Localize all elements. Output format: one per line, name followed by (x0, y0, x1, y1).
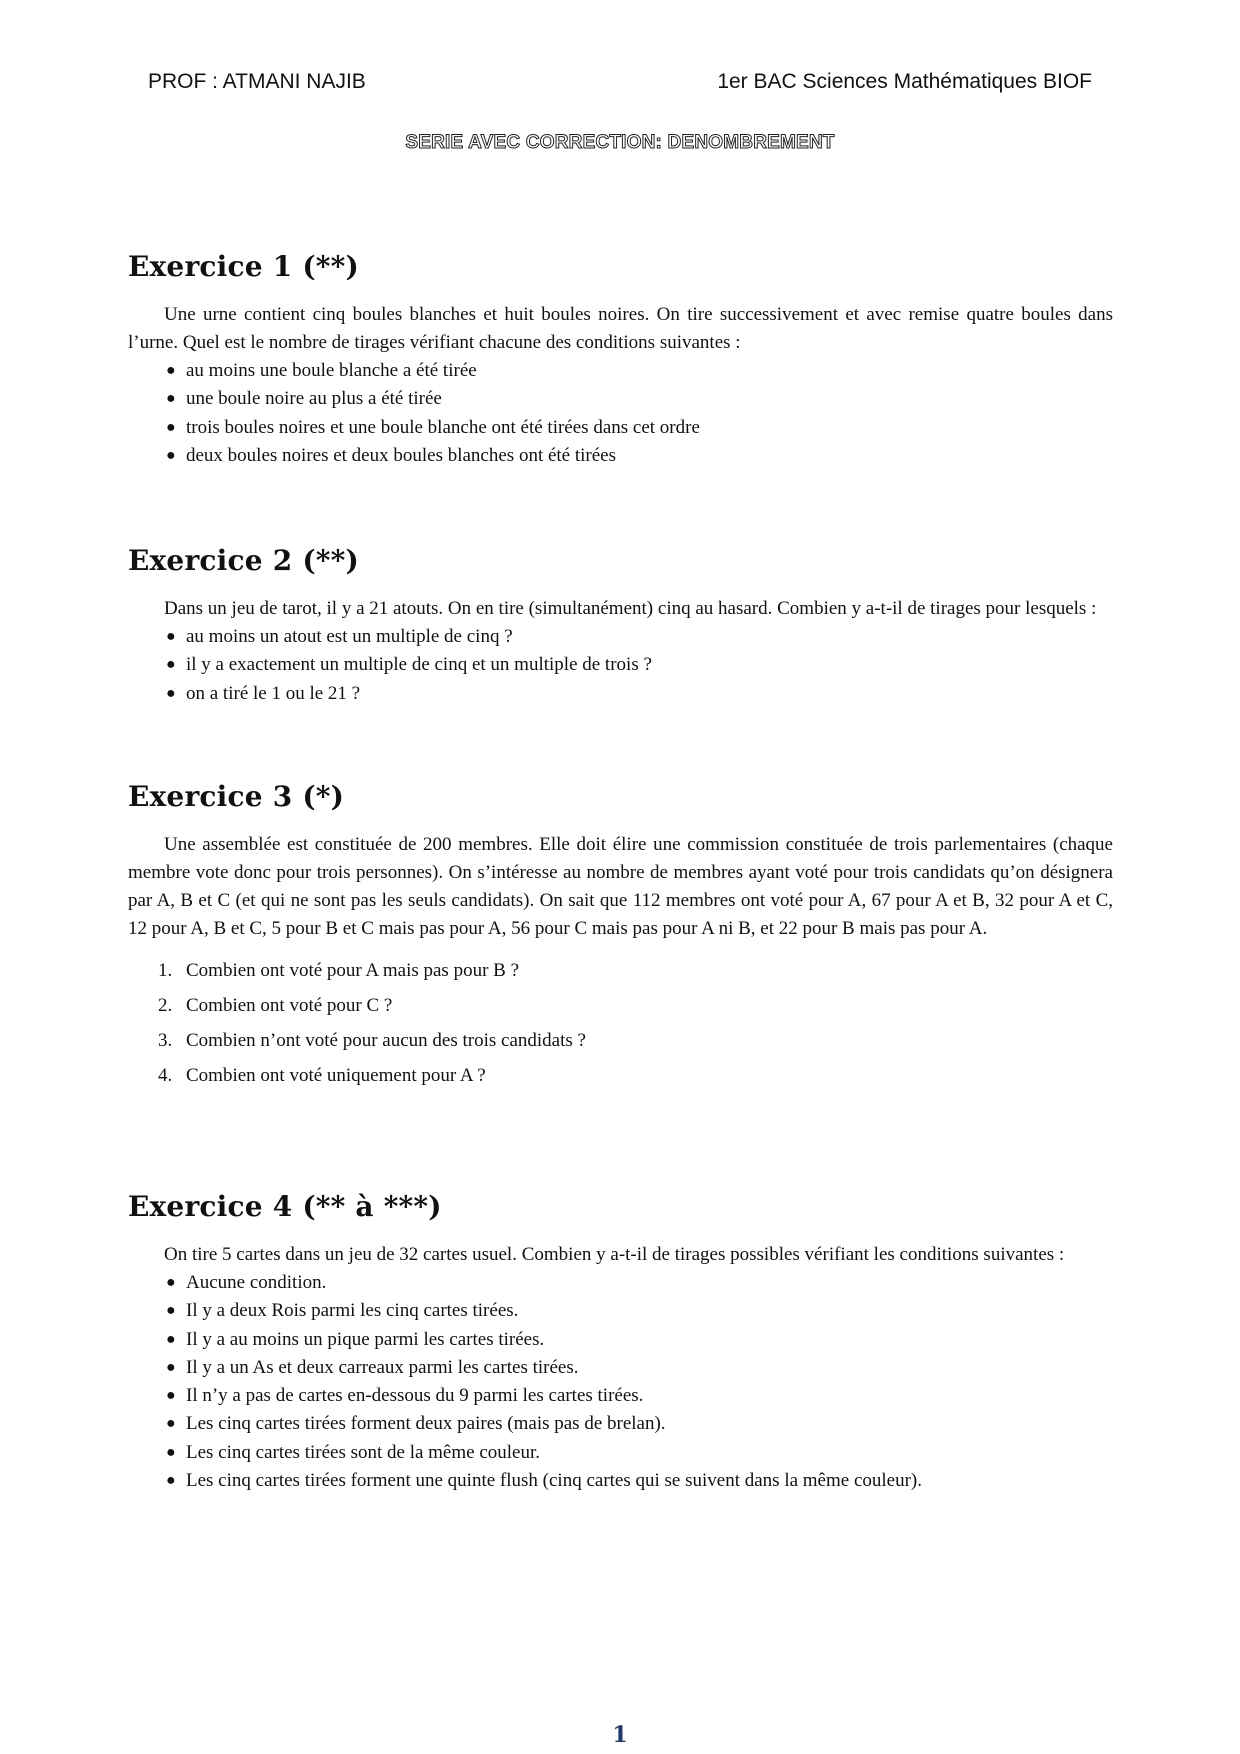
list-item (166, 414, 1113, 442)
list-item (166, 385, 1113, 413)
exercise-1-list (128, 357, 1113, 470)
list-item-text: deux boules noires et deux boules blanches ont été tirées (186, 444, 617, 466)
bullet-icon: ● (166, 1302, 176, 1320)
question-item (158, 1023, 1113, 1058)
exercise-3 (128, 780, 1113, 1093)
exercise-4-list (128, 1269, 1113, 1495)
list-item-text: Il y a deux Rois parmi les cinq cartes tirées. (186, 1300, 519, 1322)
list-item (166, 1439, 1113, 1467)
bullet-icon: ● (166, 628, 176, 645)
bullet-icon: ● (166, 418, 176, 436)
exercise-2-list (128, 623, 1113, 708)
list-item (166, 357, 1113, 385)
question-number: 3. (158, 1030, 173, 1051)
list-item (166, 1410, 1113, 1438)
bullet-icon: ● (166, 1415, 176, 1433)
list-item-text: Il n’y a pas de cartes en-dessous du 9 parmi les cartes tirées. (186, 1385, 644, 1407)
exercise-1-intro: Une urne contient cinq boules blanches et huit boules noires. On tire successivement et avec remise quatre boules dans l’urne. Quel est le nombre de tirages vérifiant chacune des conditions suivantes : (128, 304, 1113, 353)
question-text: Combien ont voté uniquement pour A ? (186, 1065, 486, 1086)
question-number: 4. (158, 1065, 173, 1086)
list-item-text: Il y a au moins un pique parmi les cartes tirées. (186, 1328, 545, 1350)
bullet-icon: ● (166, 1472, 176, 1490)
list-item-text: Les cinq cartes tirées forment deux paires (mais pas de brelan). (186, 1413, 666, 1435)
question-item (158, 1058, 1113, 1093)
exercise-1-title: Exercice 1 (**) (128, 250, 359, 283)
bullet-icon: ● (166, 446, 176, 464)
bullet-icon: ● (166, 1358, 176, 1376)
bullet-icon: ● (166, 1387, 176, 1405)
exercise-2-title: Exercice 2 (**) (128, 544, 359, 577)
exercise-1 (128, 250, 1113, 470)
exercise-4 (128, 1190, 1113, 1495)
question-item (158, 988, 1113, 1023)
list-item-text: au moins un atout est un multiple de cinq ? (186, 626, 513, 647)
list-item (166, 651, 1113, 679)
page-number: 1 (612, 1722, 628, 1748)
bullet-icon: ● (166, 362, 176, 379)
question-text: Combien n’ont voté pour aucun des trois candidats ? (186, 1030, 586, 1051)
list-item-text: Il y a un As et deux carreaux parmi les cartes tirées. (186, 1356, 579, 1378)
question-text: Combien ont voté pour A mais pas pour B ? (186, 960, 520, 981)
question-text: Combien ont voté pour C ? (186, 995, 393, 1016)
bullet-icon: ● (166, 1330, 176, 1348)
list-item (166, 623, 1113, 651)
question-item (158, 953, 1113, 988)
series-title: SERIE AVEC CORRECTION: DENOMBREMENT (405, 132, 835, 153)
list-item (166, 1326, 1113, 1354)
exercise-4-intro: On tire 5 cartes dans un jeu de 32 cartes usuel. Combien y a-t-il de tirages possibles vérifiant les conditions suivantes : (164, 1244, 1065, 1265)
exercise-3-title: Exercice 3 (*) (128, 780, 345, 813)
list-item-text: au moins une boule blanche a été tirée (186, 360, 477, 381)
list-item-text: une boule noire au plus a été tirée (186, 388, 442, 410)
list-item-text: trois boules noires et une boule blanche ont été tirées dans cet ordre (186, 416, 700, 438)
list-item (166, 442, 1113, 470)
list-item (166, 1382, 1113, 1410)
bullet-icon: ● (166, 684, 176, 702)
list-item-text: Les cinq cartes tirées sont de la même couleur. (186, 1441, 541, 1463)
list-item (166, 1269, 1113, 1297)
list-item (166, 1297, 1113, 1325)
header-author: PROF : ATMANI NAJIB (148, 70, 366, 93)
bullet-icon: ● (166, 656, 176, 674)
exercise-2-intro: Dans un jeu de tarot, il y a 21 atouts. On en tire (simultanément) cinq au hasard. Combien y a-t-il de tirages pour lesquels : (164, 598, 1097, 619)
bullet-icon: ● (166, 390, 176, 408)
list-item-text: on a tiré le 1 ou le 21 ? (186, 682, 361, 704)
list-item-text: Aucune condition. (186, 1272, 327, 1293)
exercise-3-intro: Une assemblée est constituée de 200 membres. Elle doit élire une commission constituée de trois parlementaires (chaque membre vote donc pour trois personnes). On s’intéresse au nombre de membres ayant voté pour trois candidats qu’on désignera par A, B et C (et qui ne sont pas les seuls candidats). On sait que 112 membres ont voté pour A, 67 pour A et B, 32 pour A et C, 12 pour A, B et C, 5 pour B et C mais pas pour A, 56 pour C mais pas pour A ni B, et 22 pour B mais pas pour A. (128, 834, 1113, 939)
list-item-text: il y a exactement un multiple de cinq et un multiple de trois ? (186, 654, 652, 676)
list-item (166, 1354, 1113, 1382)
exercise-3-questions (128, 953, 1113, 1093)
list-item (166, 1467, 1113, 1495)
exercise-4-title: Exercice 4 (** à ***) (128, 1190, 442, 1223)
question-number: 1. (158, 960, 173, 981)
question-number: 2. (158, 995, 173, 1016)
bullet-icon: ● (166, 1274, 176, 1291)
exercise-2 (128, 544, 1113, 708)
bullet-icon: ● (166, 1443, 176, 1461)
list-item (166, 680, 1113, 708)
list-item-text: Les cinq cartes tirées forment une quinte flush (cinq cartes qui se suivent dans la même couleur). (186, 1470, 922, 1492)
header-class: 1er BAC Sciences Mathématiques BIOF (717, 70, 1092, 93)
